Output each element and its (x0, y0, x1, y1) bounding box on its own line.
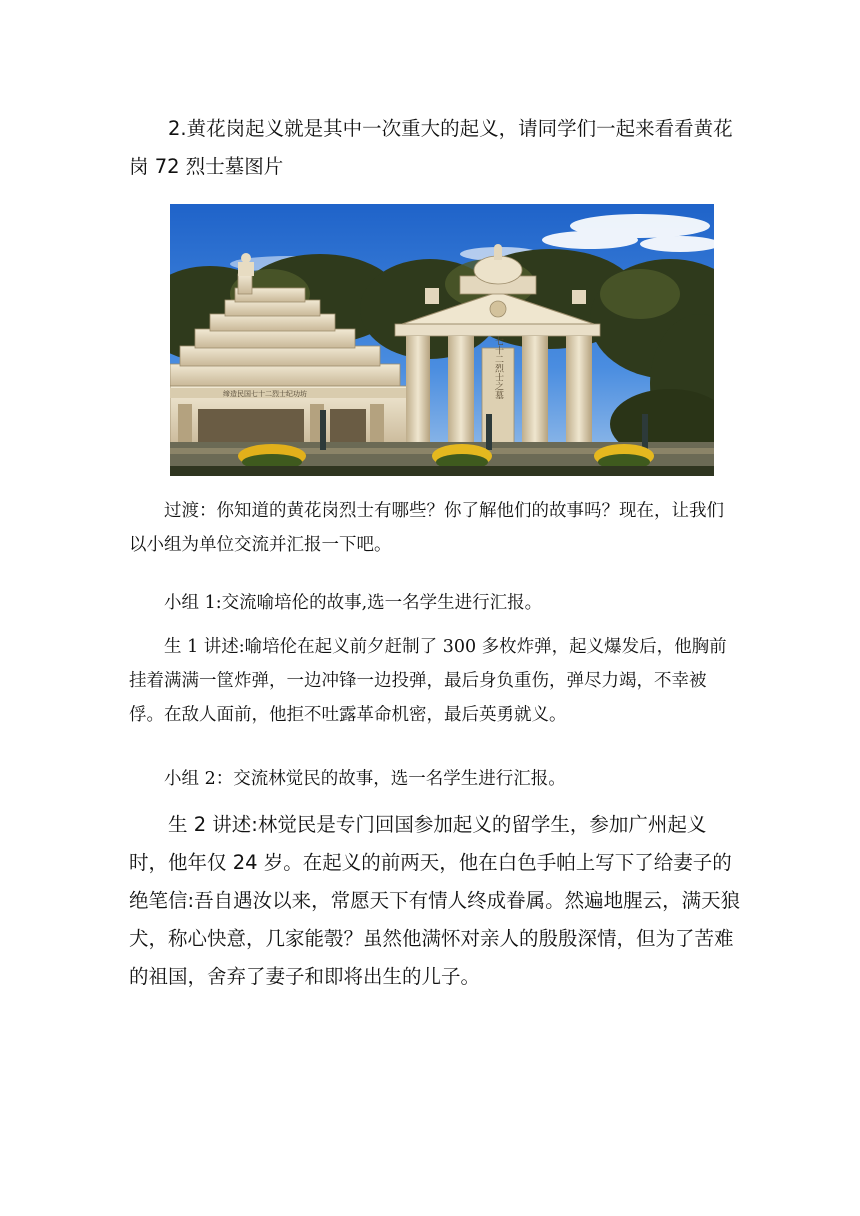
paragraph-group2: 小组 2：交流林觉民的故事，选一名学生进行汇报。 (164, 769, 566, 789)
paragraph-student2: 生 2 讲述:林觉民是专门回国参加起义的留学生，参加广州起义时，他年仅 24 岁。在起义的前两天，他在白色手帕上写下了给妻子的绝笔信:吾自遇汝以来，常愿天下有情人终成眷属。然遍地腥云，满天狼犬，称心快意，几家能彀？虽然他满怀对亲人的殷殷深情，但为了苦难的祖国，舍弃了妻子和即将出生的儿子。 (129, 813, 741, 988)
stele-inscription: 七十二烈士之墓 (493, 336, 503, 400)
arch-inscription: 缔造民国七十二烈士纪功坊 (223, 390, 307, 398)
paragraph-transition: 过渡：你知道的黄花岗烈士有哪些？你了解他们的故事吗？现在，让我们以小组为单位交流并汇报一下吧。 (129, 501, 724, 555)
paragraph-group1: 小组 1:交流喻培伦的故事,选一名学生进行汇报。 (164, 593, 543, 613)
paragraph-student1: 生 1 讲述:喻培伦在起义前夕赶制了 300 多枚炸弹，起义爆发后，他胸前挂着满满一筐炸弹，一边冲锋一边投弹，最后身负重伤，弹尽力竭，不幸被俘。在敌人面前，他拒不吐露革命机密，最后英勇就义。 (129, 637, 727, 725)
huanghuagang-cemetery-photo (170, 204, 714, 476)
paragraph-intro: 2.黄花岗起义就是其中一次重大的起义，请同学们一起来看看黄花岗 72 烈士墓图片 (129, 117, 733, 178)
